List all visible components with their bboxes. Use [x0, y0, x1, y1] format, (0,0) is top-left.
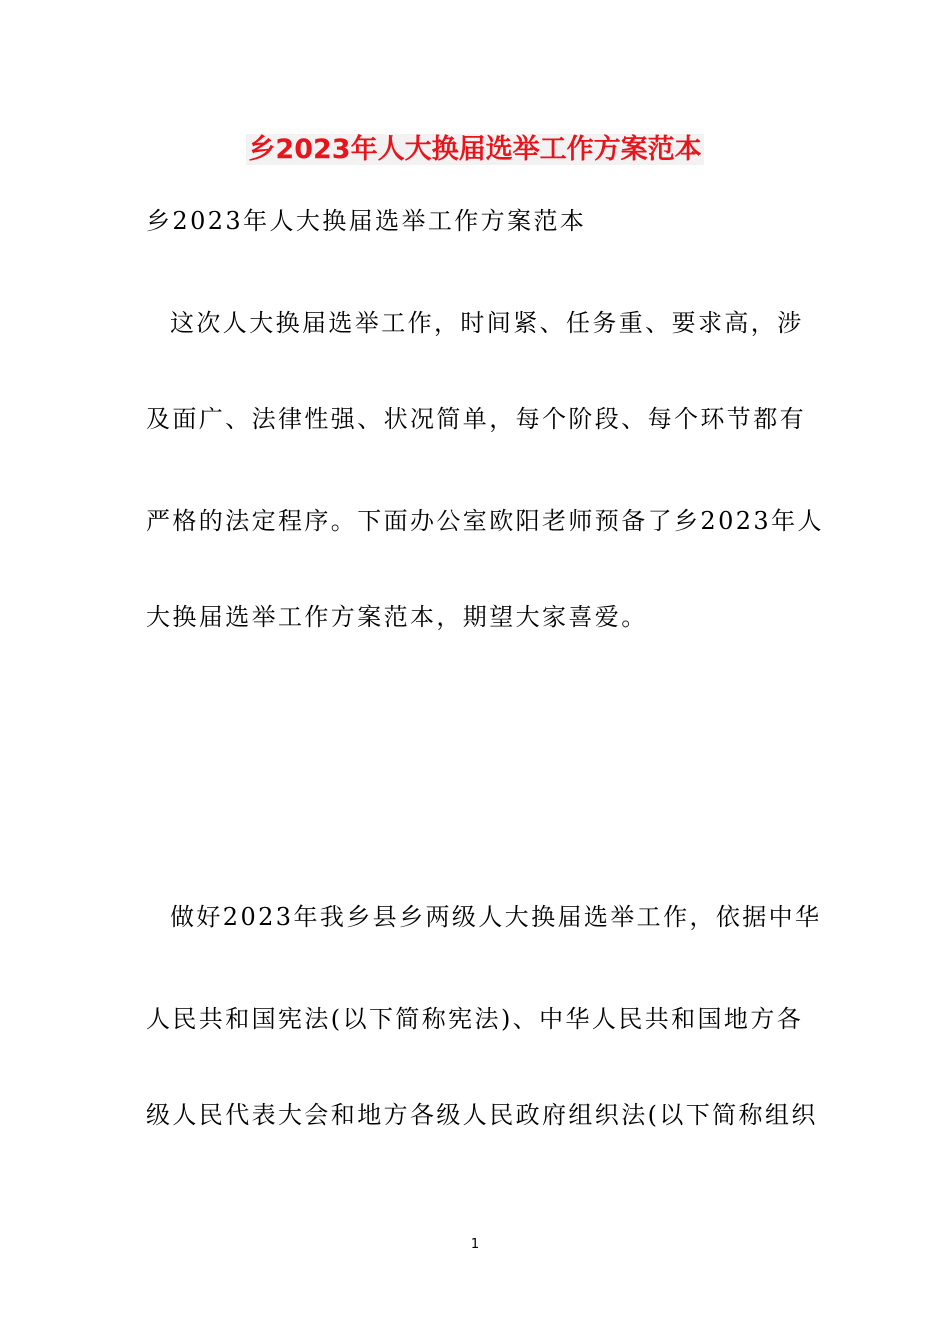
paragraph-line: 做好2023年我乡县乡两级人大换届选举工作，依据中华: [170, 903, 822, 931]
document-title: [0, 130, 950, 170]
paragraph-line: 及面广、法律性强、状况简单，每个阶段、每个环节都有: [146, 405, 806, 433]
paragraph-line: 大换届选举工作方案范本，期望大家喜爱。: [146, 603, 648, 631]
document-title-text: 乡2023年人大换届选举工作方案范本: [248, 134, 702, 165]
document-subtitle: 乡2023年人大换届选举工作方案范本: [146, 207, 587, 235]
page-number: 1: [470, 1237, 480, 1252]
paragraph-line: 级人民代表大会和地方各级人民政府组织法(以下简称组织: [146, 1101, 818, 1129]
paragraph-line: 人民共和国宪法(以下简称宪法)、中华人民共和国地方各: [146, 1005, 804, 1033]
paragraph-line: 严格的法定程序。下面办公室欧阳老师预备了乡2023年人: [146, 507, 824, 535]
paragraph-line: 这次人大换届选举工作，时间紧、任务重、要求高，涉: [170, 309, 804, 337]
